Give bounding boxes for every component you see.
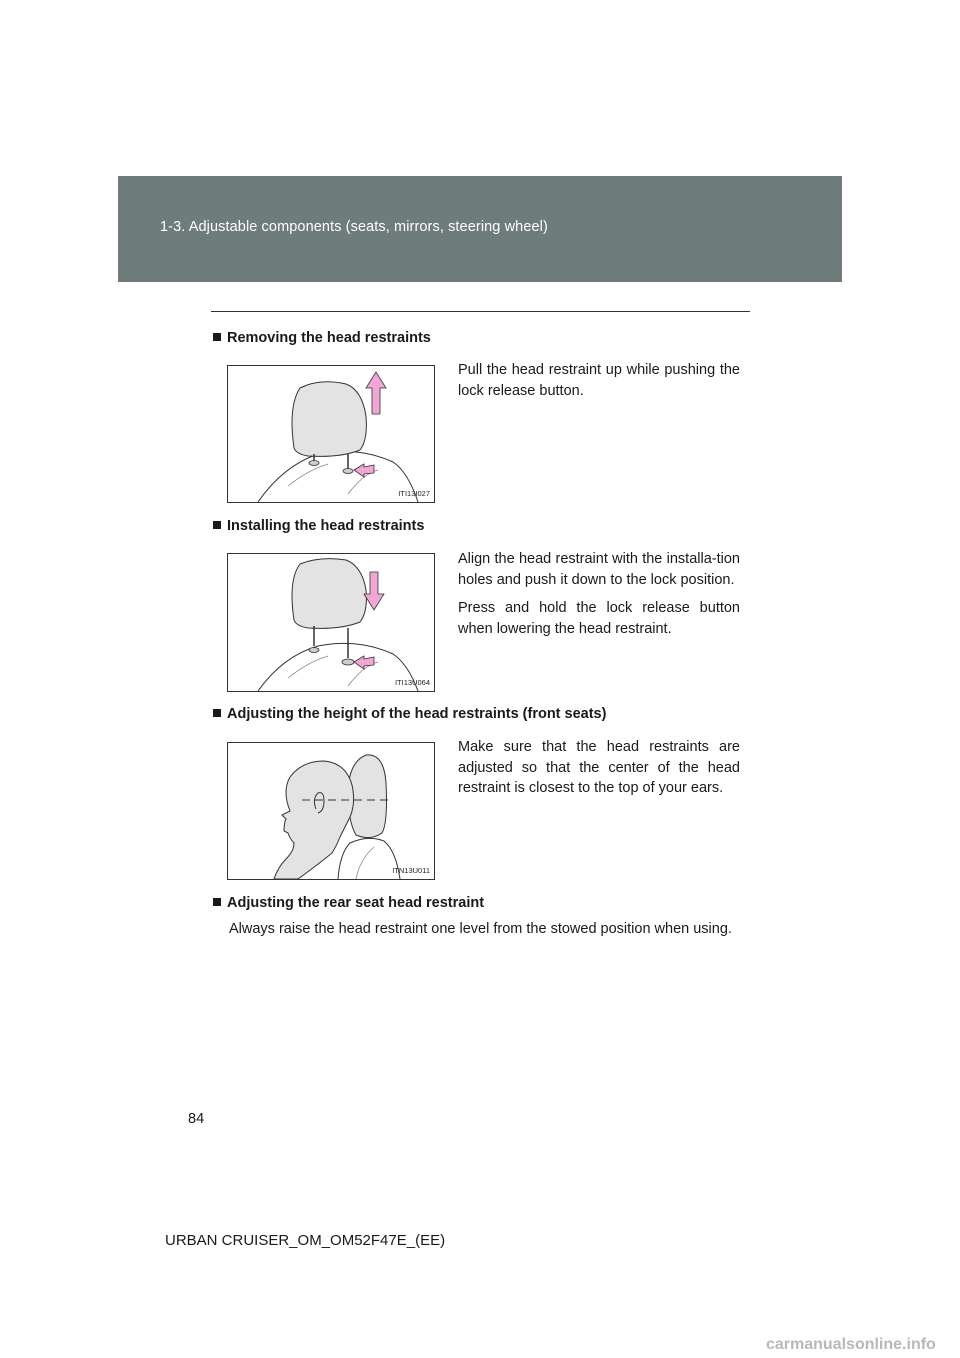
paragraph: Make sure that the head restraints are adjusted so that the center of the head restraint is closest to the top of your ears. [458,739,740,796]
paragraph: Press and hold the lock release button when lowering the head restraint. [458,600,740,637]
figure-code: ITI13U064 [394,678,430,687]
bullet-square-icon [213,709,221,717]
watermark: carmanualsonline.info [766,1336,936,1353]
bullet-square-icon [213,521,221,529]
chapter-header-title: 1-3. Adjustable components (seats, mirrors, steering wheel) [160,219,548,235]
bullet-square-icon [213,333,221,341]
paragraph: Pull the head restraint up while pushing the lock release button. [458,362,740,399]
section-description-adjusting-height [458,737,740,807]
head-position-illustration [228,743,434,879]
bullet-square-icon [213,898,221,906]
section-divider [211,311,750,312]
figure-removing-head-restraint [227,365,435,503]
figure-code: ITN13U011 [392,866,430,875]
section-title-adjusting-height: Adjusting the height of the head restraints (front seats) [213,706,606,722]
figure-adjusting-height [227,742,435,880]
figure-code: ITI13I027 [398,489,430,498]
section-description-installing [458,549,740,647]
section-description-removing [458,360,740,409]
head-restraint-down-illustration [228,554,434,691]
chapter-header-band [118,176,842,282]
figure-installing-head-restraint [227,553,435,692]
section-body-rear-seat: Always raise the head restraint one level from the stowed position when using. [229,921,732,937]
page-number: 84 [188,1111,205,1127]
document-footer: URBAN CRUISER_OM_OM52F47E_(EE) [165,1232,446,1249]
paragraph: Align the head restraint with the installa-tion holes and push it down to the lock position. [458,551,740,588]
section-title-removing: Removing the head restraints [213,330,431,346]
section-title-rear-seat: Adjusting the rear seat head restraint [213,895,484,911]
section-title-installing: Installing the head restraints [213,518,424,534]
head-restraint-up-illustration [228,366,434,502]
